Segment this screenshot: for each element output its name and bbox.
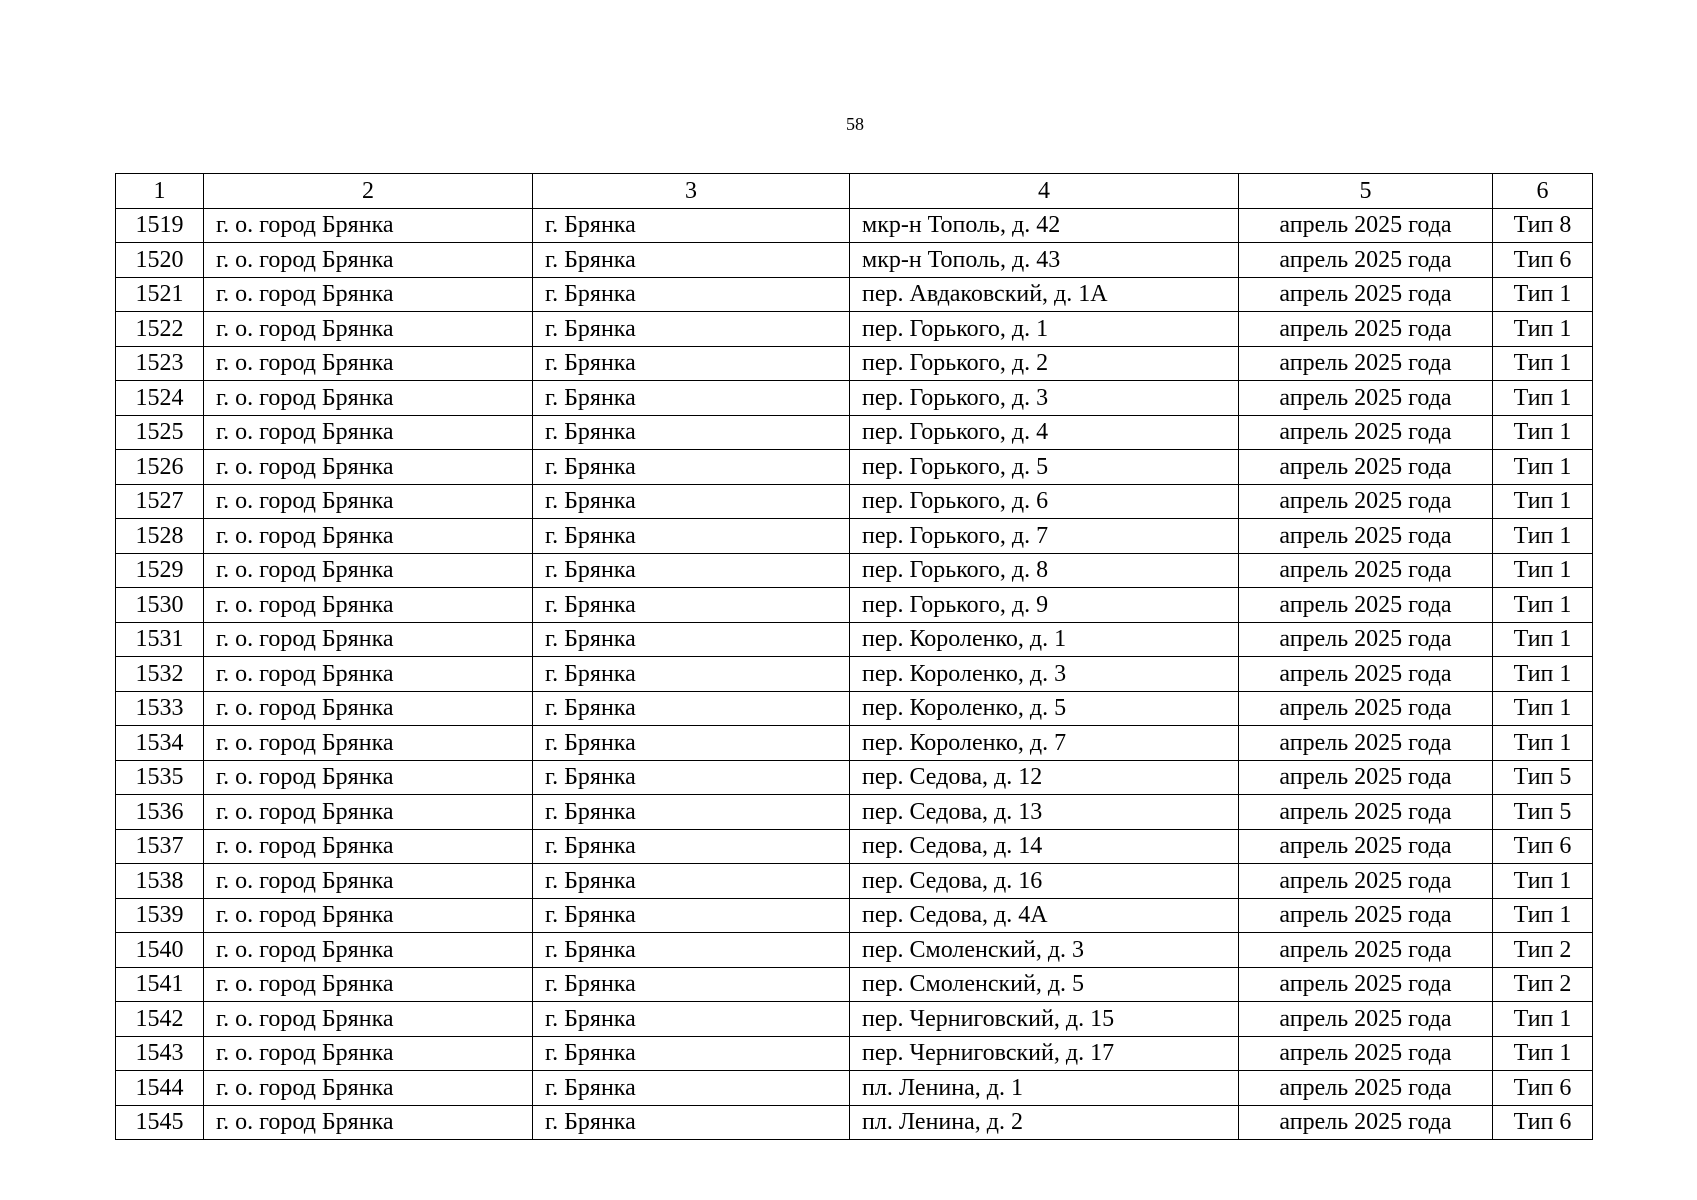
row-number-cell: 1541 bbox=[116, 967, 204, 1002]
deadline-cell: апрель 2025 года bbox=[1239, 415, 1493, 450]
type-cell: Тип 1 bbox=[1493, 415, 1593, 450]
table-row bbox=[116, 691, 1593, 726]
address-cell: пер. Горького, д. 1 bbox=[850, 312, 1239, 347]
deadline-cell: апрель 2025 года bbox=[1239, 519, 1493, 554]
row-number-cell: 1538 bbox=[116, 864, 204, 899]
row-number-cell: 1535 bbox=[116, 760, 204, 795]
row-number-cell: 1540 bbox=[116, 933, 204, 968]
type-cell: Тип 1 bbox=[1493, 381, 1593, 416]
address-cell: пер. Черниговский, д. 15 bbox=[850, 1002, 1239, 1037]
table-row bbox=[116, 519, 1593, 554]
table-row bbox=[116, 553, 1593, 588]
type-cell: Тип 1 bbox=[1493, 1036, 1593, 1071]
table-row bbox=[116, 243, 1593, 278]
row-number-cell: 1530 bbox=[116, 588, 204, 623]
settlement-cell: г. Брянка bbox=[533, 450, 850, 485]
column-header: 5 bbox=[1239, 174, 1493, 209]
municipality-cell: г. о. город Брянка bbox=[204, 277, 533, 312]
address-cell: пер. Горького, д. 4 bbox=[850, 415, 1239, 450]
row-number-cell: 1520 bbox=[116, 243, 204, 278]
row-number-cell: 1534 bbox=[116, 726, 204, 761]
table-row bbox=[116, 864, 1593, 899]
row-number-cell: 1527 bbox=[116, 484, 204, 519]
address-cell: мкр-н Тополь, д. 43 bbox=[850, 243, 1239, 278]
municipality-cell: г. о. город Брянка bbox=[204, 312, 533, 347]
housing-registry-table bbox=[115, 173, 1593, 1140]
row-number-cell: 1526 bbox=[116, 450, 204, 485]
municipality-cell: г. о. город Брянка bbox=[204, 243, 533, 278]
table-row bbox=[116, 277, 1593, 312]
table-row bbox=[116, 760, 1593, 795]
type-cell: Тип 1 bbox=[1493, 898, 1593, 933]
municipality-cell: г. о. город Брянка bbox=[204, 519, 533, 554]
type-cell: Тип 2 bbox=[1493, 967, 1593, 1002]
type-cell: Тип 1 bbox=[1493, 277, 1593, 312]
type-cell: Тип 1 bbox=[1493, 553, 1593, 588]
municipality-cell: г. о. город Брянка bbox=[204, 1105, 533, 1140]
deadline-cell: апрель 2025 года bbox=[1239, 553, 1493, 588]
settlement-cell: г. Брянка bbox=[533, 346, 850, 381]
row-number-cell: 1522 bbox=[116, 312, 204, 347]
table-row bbox=[116, 1105, 1593, 1140]
municipality-cell: г. о. город Брянка bbox=[204, 415, 533, 450]
settlement-cell: г. Брянка bbox=[533, 484, 850, 519]
address-cell: пер. Горького, д. 3 bbox=[850, 381, 1239, 416]
address-cell: пер. Горького, д. 6 bbox=[850, 484, 1239, 519]
settlement-cell: г. Брянка bbox=[533, 760, 850, 795]
settlement-cell: г. Брянка bbox=[533, 795, 850, 830]
row-number-cell: 1543 bbox=[116, 1036, 204, 1071]
table-row bbox=[116, 312, 1593, 347]
municipality-cell: г. о. город Брянка bbox=[204, 553, 533, 588]
address-cell: мкр-н Тополь, д. 42 bbox=[850, 208, 1239, 243]
municipality-cell: г. о. город Брянка bbox=[204, 829, 533, 864]
settlement-cell: г. Брянка bbox=[533, 381, 850, 416]
deadline-cell: апрель 2025 года bbox=[1239, 588, 1493, 623]
column-header: 4 bbox=[850, 174, 1239, 209]
table-header-row bbox=[116, 174, 1593, 209]
type-cell: Тип 1 bbox=[1493, 519, 1593, 554]
type-cell: Тип 1 bbox=[1493, 726, 1593, 761]
address-cell: пер. Короленко, д. 3 bbox=[850, 657, 1239, 692]
table-row bbox=[116, 829, 1593, 864]
table-row bbox=[116, 450, 1593, 485]
municipality-cell: г. о. город Брянка bbox=[204, 622, 533, 657]
type-cell: Тип 5 bbox=[1493, 760, 1593, 795]
type-cell: Тип 1 bbox=[1493, 691, 1593, 726]
address-cell: пер. Короленко, д. 1 bbox=[850, 622, 1239, 657]
table-row bbox=[116, 415, 1593, 450]
row-number-cell: 1539 bbox=[116, 898, 204, 933]
address-cell: пер. Горького, д. 5 bbox=[850, 450, 1239, 485]
type-cell: Тип 1 bbox=[1493, 1002, 1593, 1037]
table-row bbox=[116, 588, 1593, 623]
row-number-cell: 1544 bbox=[116, 1071, 204, 1106]
settlement-cell: г. Брянка bbox=[533, 864, 850, 899]
column-header: 1 bbox=[116, 174, 204, 209]
type-cell: Тип 1 bbox=[1493, 312, 1593, 347]
address-cell: пер. Смоленский, д. 3 bbox=[850, 933, 1239, 968]
type-cell: Тип 8 bbox=[1493, 208, 1593, 243]
deadline-cell: апрель 2025 года bbox=[1239, 381, 1493, 416]
municipality-cell: г. о. город Брянка bbox=[204, 1036, 533, 1071]
settlement-cell: г. Брянка bbox=[533, 1002, 850, 1037]
address-cell: пер. Седова, д. 13 bbox=[850, 795, 1239, 830]
municipality-cell: г. о. город Брянка bbox=[204, 898, 533, 933]
municipality-cell: г. о. город Брянка bbox=[204, 864, 533, 899]
row-number-cell: 1529 bbox=[116, 553, 204, 588]
table-row bbox=[116, 933, 1593, 968]
settlement-cell: г. Брянка bbox=[533, 657, 850, 692]
settlement-cell: г. Брянка bbox=[533, 588, 850, 623]
type-cell: Тип 1 bbox=[1493, 346, 1593, 381]
type-cell: Тип 6 bbox=[1493, 1071, 1593, 1106]
municipality-cell: г. о. город Брянка bbox=[204, 381, 533, 416]
address-cell: пл. Ленина, д. 1 bbox=[850, 1071, 1239, 1106]
deadline-cell: апрель 2025 года bbox=[1239, 312, 1493, 347]
deadline-cell: апрель 2025 года bbox=[1239, 1002, 1493, 1037]
row-number-cell: 1545 bbox=[116, 1105, 204, 1140]
table-row bbox=[116, 967, 1593, 1002]
deadline-cell: апрель 2025 года bbox=[1239, 967, 1493, 1002]
row-number-cell: 1524 bbox=[116, 381, 204, 416]
table-body bbox=[116, 174, 1593, 1140]
table-row bbox=[116, 726, 1593, 761]
type-cell: Тип 1 bbox=[1493, 657, 1593, 692]
deadline-cell: апрель 2025 года bbox=[1239, 1036, 1493, 1071]
deadline-cell: апрель 2025 года bbox=[1239, 691, 1493, 726]
address-cell: пер. Короленко, д. 7 bbox=[850, 726, 1239, 761]
deadline-cell: апрель 2025 года bbox=[1239, 795, 1493, 830]
type-cell: Тип 2 bbox=[1493, 933, 1593, 968]
deadline-cell: апрель 2025 года bbox=[1239, 933, 1493, 968]
type-cell: Тип 1 bbox=[1493, 588, 1593, 623]
settlement-cell: г. Брянка bbox=[533, 553, 850, 588]
municipality-cell: г. о. город Брянка bbox=[204, 967, 533, 1002]
settlement-cell: г. Брянка bbox=[533, 1071, 850, 1106]
address-cell: пер. Горького, д. 8 bbox=[850, 553, 1239, 588]
address-cell: пер. Седова, д. 4А bbox=[850, 898, 1239, 933]
address-cell: пер. Короленко, д. 5 bbox=[850, 691, 1239, 726]
settlement-cell: г. Брянка bbox=[533, 312, 850, 347]
row-number-cell: 1531 bbox=[116, 622, 204, 657]
settlement-cell: г. Брянка bbox=[533, 691, 850, 726]
deadline-cell: апрель 2025 года bbox=[1239, 864, 1493, 899]
municipality-cell: г. о. город Брянка bbox=[204, 1071, 533, 1106]
address-cell: пер. Седова, д. 12 bbox=[850, 760, 1239, 795]
table-row bbox=[116, 795, 1593, 830]
deadline-cell: апрель 2025 года bbox=[1239, 208, 1493, 243]
column-header: 2 bbox=[204, 174, 533, 209]
settlement-cell: г. Брянка bbox=[533, 829, 850, 864]
municipality-cell: г. о. город Брянка bbox=[204, 588, 533, 623]
address-cell: пер. Горького, д. 2 bbox=[850, 346, 1239, 381]
municipality-cell: г. о. город Брянка bbox=[204, 795, 533, 830]
settlement-cell: г. Брянка bbox=[533, 967, 850, 1002]
settlement-cell: г. Брянка bbox=[533, 243, 850, 278]
table-row bbox=[116, 381, 1593, 416]
settlement-cell: г. Брянка bbox=[533, 622, 850, 657]
table-row bbox=[116, 1036, 1593, 1071]
type-cell: Тип 6 bbox=[1493, 829, 1593, 864]
row-number-cell: 1537 bbox=[116, 829, 204, 864]
table-row bbox=[116, 1071, 1593, 1106]
deadline-cell: апрель 2025 года bbox=[1239, 277, 1493, 312]
table-row bbox=[116, 484, 1593, 519]
deadline-cell: апрель 2025 года bbox=[1239, 1071, 1493, 1106]
settlement-cell: г. Брянка bbox=[533, 898, 850, 933]
row-number-cell: 1523 bbox=[116, 346, 204, 381]
table-row bbox=[116, 898, 1593, 933]
page-number: 58 bbox=[846, 114, 864, 134]
deadline-cell: апрель 2025 года bbox=[1239, 346, 1493, 381]
address-cell: пер. Горького, д. 9 bbox=[850, 588, 1239, 623]
settlement-cell: г. Брянка bbox=[533, 277, 850, 312]
address-cell: пер. Горького, д. 7 bbox=[850, 519, 1239, 554]
row-number-cell: 1533 bbox=[116, 691, 204, 726]
type-cell: Тип 1 bbox=[1493, 484, 1593, 519]
deadline-cell: апрель 2025 года bbox=[1239, 726, 1493, 761]
column-header: 6 bbox=[1493, 174, 1593, 209]
type-cell: Тип 1 bbox=[1493, 450, 1593, 485]
address-cell: пер. Черниговский, д. 17 bbox=[850, 1036, 1239, 1071]
deadline-cell: апрель 2025 года bbox=[1239, 1105, 1493, 1140]
settlement-cell: г. Брянка bbox=[533, 933, 850, 968]
address-cell: пл. Ленина, д. 2 bbox=[850, 1105, 1239, 1140]
row-number-cell: 1536 bbox=[116, 795, 204, 830]
row-number-cell: 1521 bbox=[116, 277, 204, 312]
row-number-cell: 1532 bbox=[116, 657, 204, 692]
deadline-cell: апрель 2025 года bbox=[1239, 898, 1493, 933]
deadline-cell: апрель 2025 года bbox=[1239, 484, 1493, 519]
municipality-cell: г. о. город Брянка bbox=[204, 691, 533, 726]
address-cell: пер. Седова, д. 14 bbox=[850, 829, 1239, 864]
settlement-cell: г. Брянка bbox=[533, 1105, 850, 1140]
municipality-cell: г. о. город Брянка bbox=[204, 760, 533, 795]
settlement-cell: г. Брянка bbox=[533, 415, 850, 450]
type-cell: Тип 6 bbox=[1493, 1105, 1593, 1140]
table-row bbox=[116, 622, 1593, 657]
municipality-cell: г. о. город Брянка bbox=[204, 450, 533, 485]
deadline-cell: апрель 2025 года bbox=[1239, 829, 1493, 864]
table-row bbox=[116, 346, 1593, 381]
municipality-cell: г. о. город Брянка bbox=[204, 1002, 533, 1037]
type-cell: Тип 5 bbox=[1493, 795, 1593, 830]
address-cell: пер. Авдаковский, д. 1А bbox=[850, 277, 1239, 312]
settlement-cell: г. Брянка bbox=[533, 519, 850, 554]
settlement-cell: г. Брянка bbox=[533, 208, 850, 243]
municipality-cell: г. о. город Брянка bbox=[204, 484, 533, 519]
deadline-cell: апрель 2025 года bbox=[1239, 622, 1493, 657]
municipality-cell: г. о. город Брянка bbox=[204, 657, 533, 692]
table-row bbox=[116, 657, 1593, 692]
municipality-cell: г. о. город Брянка bbox=[204, 346, 533, 381]
table-row bbox=[116, 1002, 1593, 1037]
municipality-cell: г. о. город Брянка bbox=[204, 933, 533, 968]
municipality-cell: г. о. город Брянка bbox=[204, 208, 533, 243]
type-cell: Тип 1 bbox=[1493, 622, 1593, 657]
type-cell: Тип 1 bbox=[1493, 864, 1593, 899]
municipality-cell: г. о. город Брянка bbox=[204, 726, 533, 761]
row-number-cell: 1528 bbox=[116, 519, 204, 554]
deadline-cell: апрель 2025 года bbox=[1239, 450, 1493, 485]
address-cell: пер. Седова, д. 16 bbox=[850, 864, 1239, 899]
row-number-cell: 1525 bbox=[116, 415, 204, 450]
column-header: 3 bbox=[533, 174, 850, 209]
row-number-cell: 1519 bbox=[116, 208, 204, 243]
settlement-cell: г. Брянка bbox=[533, 1036, 850, 1071]
settlement-cell: г. Брянка bbox=[533, 726, 850, 761]
table-row bbox=[116, 208, 1593, 243]
row-number-cell: 1542 bbox=[116, 1002, 204, 1037]
address-cell: пер. Смоленский, д. 5 bbox=[850, 967, 1239, 1002]
type-cell: Тип 6 bbox=[1493, 243, 1593, 278]
deadline-cell: апрель 2025 года bbox=[1239, 243, 1493, 278]
deadline-cell: апрель 2025 года bbox=[1239, 760, 1493, 795]
deadline-cell: апрель 2025 года bbox=[1239, 657, 1493, 692]
